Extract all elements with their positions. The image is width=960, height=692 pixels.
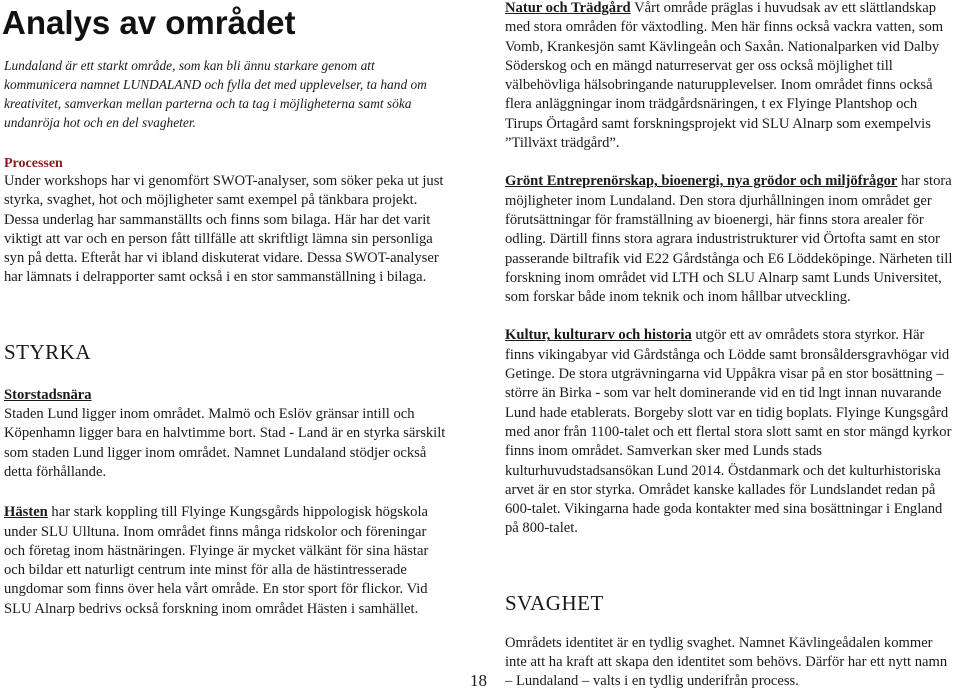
nature-heading: Natur och Trädgård <box>505 0 631 16</box>
city-heading: Storstadsnära <box>4 386 92 403</box>
process-heading: Processen <box>4 156 63 171</box>
weakness-text: Områdets identitet är en tydlig svaghet. Namnet Kävlingeådalen kommer inte att ha kraft att skapa den identitet som behövs. Därför har ett nytt namn – Lundaland – valts i en tydlig underifrån process. <box>505 634 948 690</box>
city-text: Staden Lund ligger inom området. Malmö och Eslöv gränsar intill och Köpenhamn ligger bara en halvtimme bort. Stad - Land är en styrka särskilt som staden Lund ligger inom området. Namnet Lundaland stödjer också detta förhållande. <box>4 406 446 480</box>
nature-text: Vårt område präglas i huvudsak av ett slättlandskap med stora områden för växtodling. Men här finns också vackra vatten, som Vomb, Krankesjön samt Kävlingeån och Saxån. Nationalparken vid Dalby Söderskog och en mängd naturreservat ger oss också möjlighet till välbehövliga hälsobringande naturupplevelser. Inom området finns också flera anläggningar inom trädgårdsnäringen, t ex Flyinge Plantshop och Tirups Örtagård samt forskningsprojekt vid SLU Alnarp som exempelvis ”Tillväxt trädgård”. <box>505 0 944 152</box>
right-column <box>505 0 955 692</box>
green-text: har stora möjligheter inom Lundaland. Den stora djurhållningen inom området ger förutsättningar för framställning av bioenergi, här finns stora arealer för odling. Därtill finns stora agrara industristrukturer vid Örtofta samt en stor passerande biltrafik vid E22 Gårdstånga och E6 Löddeköpinge. Närheten till forskning inom området vid LTH och SLU Alnarp samt Lunds Universitet, som forskar både inom teknik och inom hållbar utveckling. <box>505 173 953 306</box>
green-heading: Grönt Entreprenörskap, bioenergi, nya grödor och miljöfrågor <box>505 173 898 190</box>
weakness-section <box>505 634 955 692</box>
culture-section <box>505 326 955 538</box>
intro-text: Lundaland är ett starkt område, som kan bli ännu starkare genom att kommunicera namnet LUNDALAND och fylla det med upplevelser, ta hand om kreativitet, samverkan mellan parterna och ta tag i möjligheterna samt söka undanröja hot och en del svagheter. <box>4 58 427 130</box>
culture-heading: Kultur, kulturarv och historia <box>505 327 692 344</box>
green-section <box>505 172 955 307</box>
city-section <box>4 386 448 482</box>
horses-heading: Hästen <box>4 504 48 521</box>
horses-text: har stark koppling till Flyinge Kungsgårds hippologisk högskola under SLU Ulltuna. Inom området finns många ridskolor och föreningar och företag inom hästnäringen. Flyinge är mycket välkänt för sina hästar och bildar ett naturligt centrum inte minst för alla de hästintresserade ungdomar som finns över hela vårt område. En stor sport för flickor. Vid SLU Alnarp bedrivs också forskning inom området Hästen i samhället. <box>4 504 429 617</box>
strengths-title: STYRKA <box>4 339 92 364</box>
process-section <box>4 156 448 288</box>
nature-section <box>505 0 955 153</box>
page-number: 18 <box>470 671 487 690</box>
left-column <box>4 0 448 619</box>
horses-section <box>4 503 448 619</box>
page-title: Analys av området <box>2 4 296 41</box>
process-text: Under workshops har vi genomfört SWOT-analyser, som söker peka ut just styrka, svaghet, hot och möjligheter samt exempel på tänkbara projekt. Dessa underlag har sammanställts och finns som bilaga. Här har det varit viktigt att var och en person fått tillfälle att skriftligt lämna sin personliga syn på detta. Efteråt har vi ibland diskuterat vidare. Dessa SWOT-analyser har lämnats i delrapporter samt också i en stor sammanställning i bilaga. <box>4 173 444 286</box>
weaknesses-title: SVAGHET <box>505 590 604 615</box>
culture-text: utgör ett av områdets stora styrkor. Här finns vikingabyar vid Gårdstånga och Lödde samt bronsåldersgravhögar vid Getinge. De stora utgrävningarna vid Uppåkra visar på en stor bosättning – större än Birka - som var helt dominerande vid en tid lngt innan nuvarande Lund hade etablerats. Borgeby slott var en tidig boplats. Flyinge Kungsgård med anor från 1100-talet och ett flertal stora slott samt en stor mängd kyrkor finns inom området. Samverkan sker med Lunds stads kulturhuvudstadsansökan Lund 2014. Östdanmark och det kulturhistoriska arvet är en stor styrka. Området kanske kallades för Lundslandet redan på 600-talet. Vikingarna hade goda kontakter med sina bosättningar i England på 800-talet. <box>505 327 952 537</box>
